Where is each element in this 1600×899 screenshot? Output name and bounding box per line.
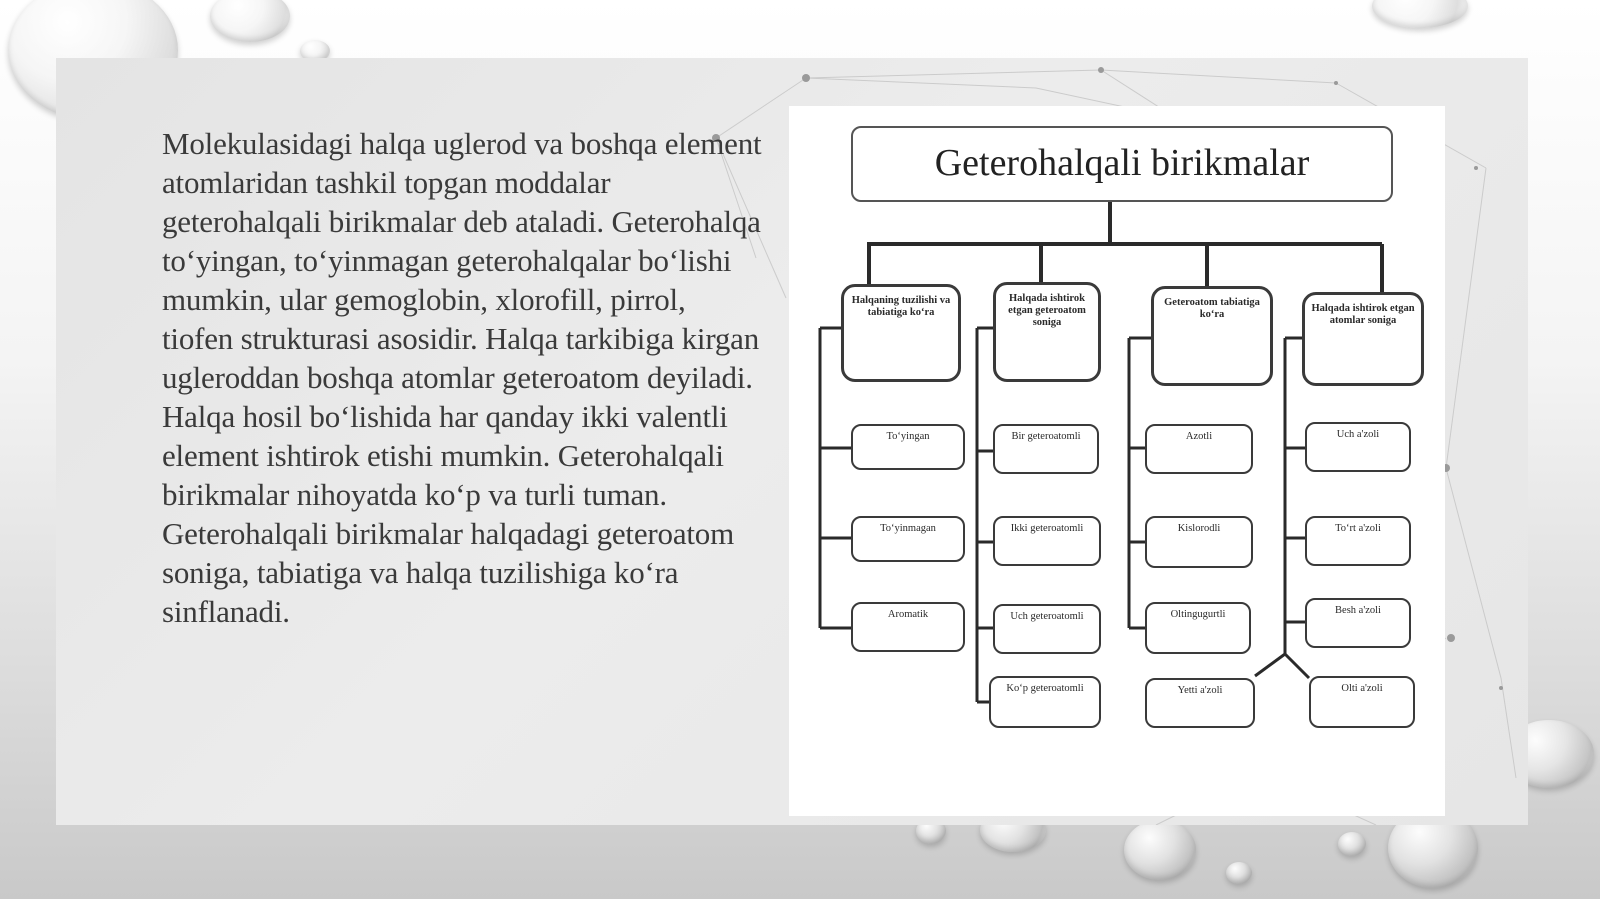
slide-panel [56,58,1528,825]
diagram-item: Oltingugurtli [1145,602,1251,654]
water-drop-decoration [1372,0,1468,28]
category-structure: Halqaning tuzilishi va tabiatiga koʻra [841,284,961,382]
water-drop-decoration [1338,832,1366,856]
water-drop-decoration [1226,862,1252,884]
diagram-item: Besh a'zoli [1305,598,1411,648]
diagram-title: Geterohalqali birikmalar [851,126,1393,202]
diagram-item: Koʻp geteroatomli [989,676,1101,728]
diagram-item: Toʻyinmagan [851,516,965,562]
diagram-item: Toʻrt a'zoli [1305,516,1411,566]
category-ring-atom-count: Halqada ishtirok etgan atomlar soniga [1302,292,1424,386]
body-paragraph: Molekulasidagi halqa uglerod va boshqa element atomlaridan tashkil topgan moddalar geterohalqali birikmalar deb ataladi. Geterohalqa toʻyingan, toʻyinmagan geterohalqalar boʻlishi mumkin, ular gemoglobin, xlorofill, pirrol, tiofen strukturasi asosidir. Halqa tarkibiga kirgan ugleroddan boshqa atomlar geteroatom deyiladi. Halqa hosil boʻlishida har qanday ikki valentli element ishtirok etishi mumkin. Geterohalqali birikmalar nihoyatda koʻp va turli tuman. Geterohalqali birikmalar halqadagi geteroatom soniga, tabiatiga va halqa tuzilishiga koʻra sinflanadi. [162,126,762,629]
diagram-item: Ikki geteroatomli [993,516,1101,566]
classification-diagram [789,106,1445,816]
category-heteroatom-count: Halqada ishtirok etgan geteroatom soniga [993,282,1101,382]
diagram-item: Uch geteroatomli [993,604,1101,654]
diagram-item: Olti a'zoli [1309,676,1415,728]
diagram-item: Kislorodli [1145,516,1253,568]
diagram-item: Uch a'zoli [1305,422,1411,472]
diagram-item: Azotli [1145,424,1253,474]
diagram-item: Aromatik [851,602,965,652]
water-drop-decoration [210,0,290,42]
water-drop-decoration [1124,820,1196,880]
category-heteroatom-nature: Geteroatom tabiatiga koʻra [1151,286,1273,386]
diagram-item: Toʻyingan [851,424,965,470]
diagram-item: Bir geteroatomli [993,424,1099,474]
diagram-item: Yetti a'zoli [1145,678,1255,728]
